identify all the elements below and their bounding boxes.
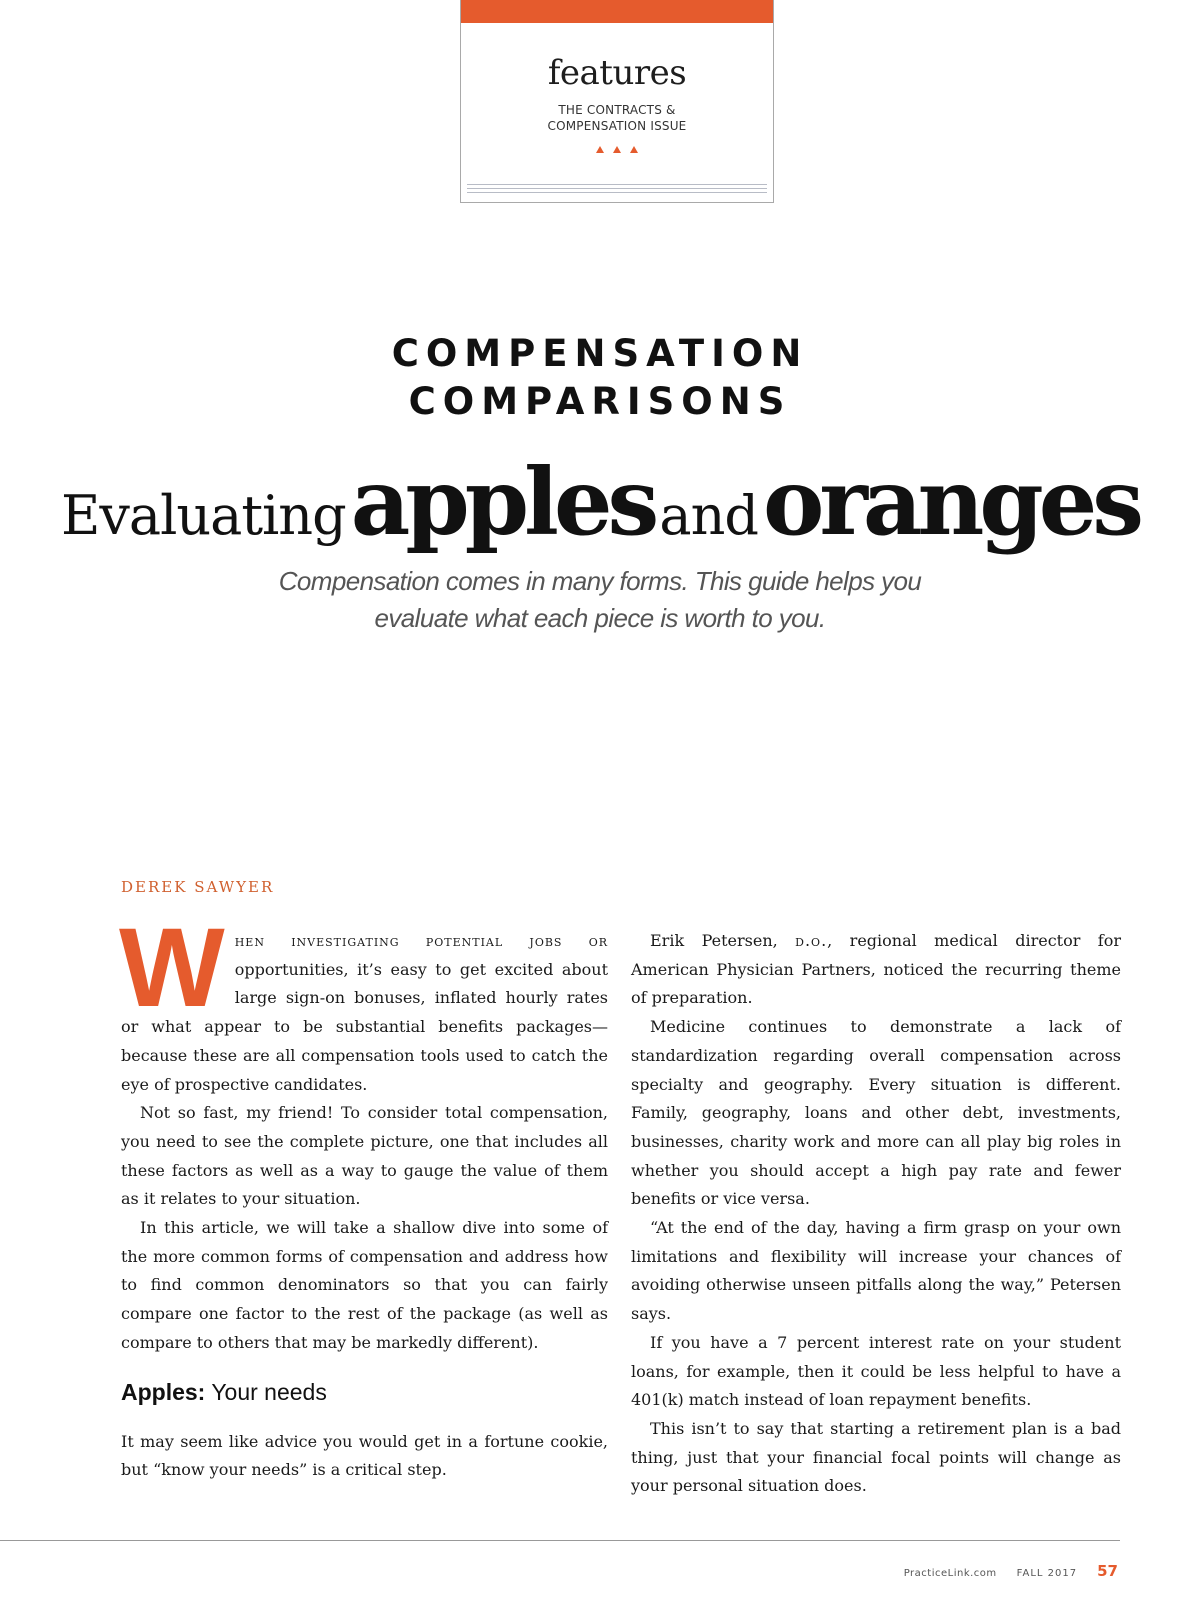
- byline: DEREK SAWYER: [121, 878, 275, 896]
- paragraph-7: “At the end of the day, having a firm grasp on your own limitations and flexibility will increase your chances of avoiding otherwise unseen pitfalls along the way,” Petersen says.: [631, 1218, 1121, 1324]
- triangle-ornament: [461, 146, 773, 153]
- deck: [0, 563, 1200, 637]
- section-subtitle-line1: THE CONTRACTS &: [558, 103, 676, 117]
- page-number: 57: [1097, 1562, 1118, 1580]
- paragraph-6: Medicine continues to demonstrate a lack of standardization regarding overall compensation across specialty and geography. Every situation is different. Family, geography, loans and other debt, investments, businesses, charity work and more can all play big roles in whether you should accept a high pay rate and fewer benefits or vice versa.: [631, 1017, 1121, 1209]
- paragraph-3: In this article, we will take a shallow dive into some of the more common forms of compensation and address how to find common denominators so that you can fairly compare one factor to the rest of the package (as well as compare to others that may be markedly different).: [121, 1218, 608, 1352]
- triangle-icon: [613, 146, 621, 153]
- paragraph-9: This isn’t to say that starting a retirement plan is a bad thing, just that your financial focal points will change as your personal situation does.: [631, 1418, 1121, 1496]
- tab-rule-lines: [467, 184, 767, 196]
- paragraph-8: If you have a 7 percent interest rate on your student loans, for example, then it could be less helpful to have a 401(k) match instead of loan repayment benefits.: [631, 1332, 1121, 1410]
- headline-word-oranges: oranges: [763, 448, 1140, 556]
- kicker: [0, 330, 1200, 426]
- deck-line2: evaluate what each piece is worth to you.: [374, 603, 826, 633]
- footer-site: PracticeLink.com: [903, 1568, 997, 1579]
- triangle-icon: [596, 146, 604, 153]
- headline-word-evaluating: Evaluating: [60, 484, 346, 547]
- footer-issue: FALL 2017: [1016, 1568, 1078, 1579]
- drop-cap: W: [119, 905, 225, 1030]
- paragraph-1: [119, 905, 608, 1099]
- credential-do: d.o.: [795, 931, 828, 950]
- page-footer: [904, 1562, 1118, 1580]
- paragraph-5: [631, 927, 1121, 1013]
- section-subtitle-line2: COMPENSATION ISSUE: [547, 119, 687, 133]
- triangle-icon: [630, 146, 638, 153]
- kicker-line2: COMPARISONS: [408, 380, 792, 423]
- subhead-text: Your needs: [205, 1378, 327, 1405]
- paragraph-2: Not so fast, my friend! To consider total compensation, you need to see the complete picture, one that includes all these factors as well as a way to gauge the value of them as it relates to your situation.: [121, 1103, 608, 1209]
- paragraph-5-text-b: , regional medical director for American Physician Partners, noticed the recurring theme of preparation.: [631, 931, 1121, 1008]
- headline: [0, 448, 1200, 556]
- paragraph-1-text: opportunities, it’s easy to get excited about large sign-on bonuses, inflated hourly rates or what appear to be substantial benefits packages—because these are all compensation tools used to catch the eye of prospective candidates.: [121, 959, 608, 1094]
- headline-word-apples: apples: [350, 448, 655, 556]
- lead-in: hen investigating potential jobs or: [234, 931, 608, 950]
- section-tab-bar: [461, 0, 773, 23]
- kicker-line1: COMPENSATION: [391, 332, 809, 375]
- paragraph-4: It may seem like advice you would get in a fortune cookie, but “know your needs” is a critical step.: [121, 1431, 608, 1480]
- section-tab: [460, 0, 774, 203]
- headline-word-and: and: [659, 484, 758, 547]
- article-column-left: [119, 905, 608, 1485]
- paragraph-5-text-a: Erik Petersen,: [650, 931, 796, 950]
- section-title: features: [547, 53, 687, 93]
- footer-rule: [0, 1540, 1120, 1541]
- subhead-apples: [121, 1378, 608, 1406]
- section-subtitle: [461, 102, 773, 134]
- deck-line1: Compensation comes in many forms. This guide helps you: [278, 566, 922, 596]
- subhead-bold: Apples:: [121, 1378, 206, 1405]
- article-column-right: [631, 927, 1121, 1501]
